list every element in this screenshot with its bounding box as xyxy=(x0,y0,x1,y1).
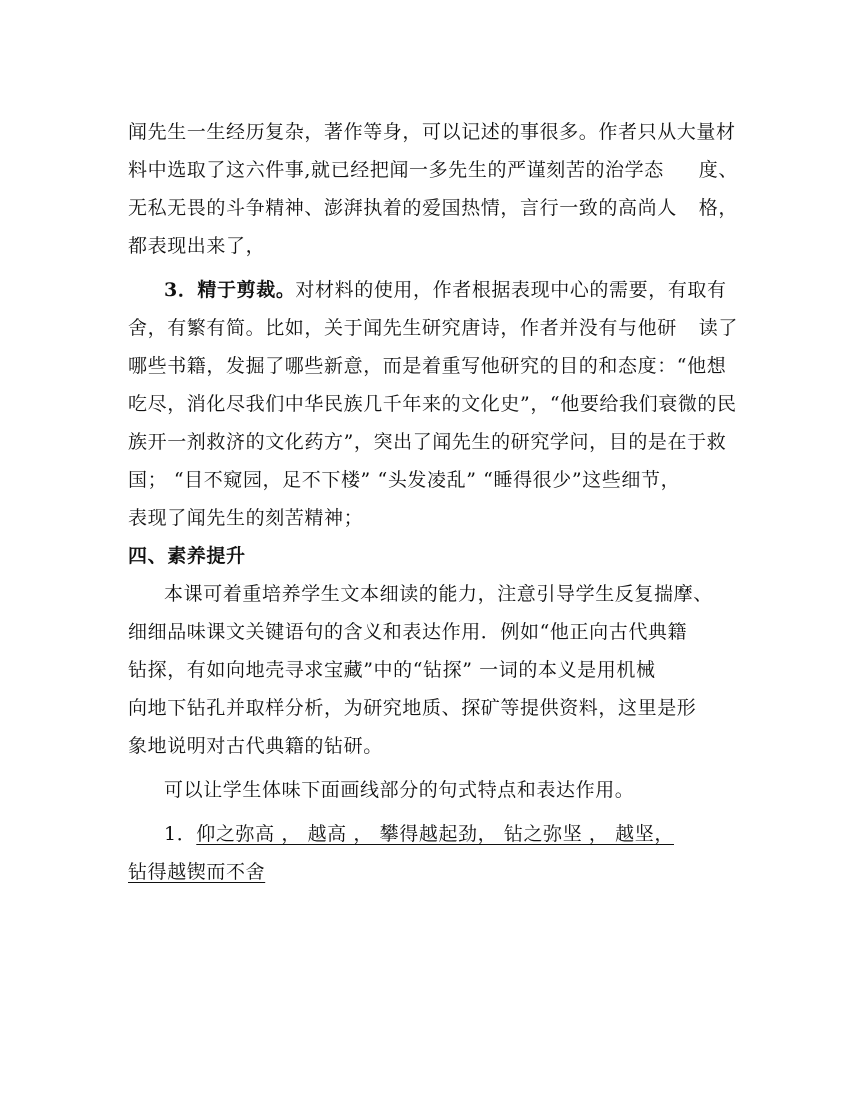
document-body xyxy=(128,113,738,891)
item-1-underlined-text: 仰之弥高 ， 越高 ， 攀得越起劲， 钻之弥坚 ， 越坚， xyxy=(196,823,674,845)
paragraph-1-line-2 xyxy=(128,151,738,189)
paragraph-1-line-1: 闻先生一生经历复杂，著作等身，可以记述的事很多。作者只从大量材 xyxy=(128,121,736,143)
paragraph-2-line-1-text: 对材料的使用，作者根据表现中心的需要，有取有 xyxy=(295,279,727,301)
paragraph-3-line-2: 细细品味课文关键语句的含义和表达作用．例如“他正向古代典籍 xyxy=(128,621,688,643)
paragraph-2-line-2-tail: 读了 xyxy=(698,317,738,339)
paragraph-1-line-4: 都表现出来了， xyxy=(128,235,266,257)
paragraph-2-line-2 xyxy=(128,309,738,347)
point-3-label: 3．精于剪裁。 xyxy=(164,279,296,301)
paragraph-2-line-1 xyxy=(128,271,738,309)
paragraph-1-line-2-text: 料中选取了这六件事,就已经把闻一多先生的严谨刻苦的治学态 xyxy=(128,159,664,181)
item-1-line-1 xyxy=(128,815,738,853)
item-1-underlined-text-continued: 钻得越锲而不舍 xyxy=(128,861,266,883)
paragraph-2-line-7: 表现了闻先生的刻苦精神； xyxy=(128,507,364,529)
paragraph-2-line-5: 族开一剂救济的文化药方”，突出了闻先生的研究学问，目的是在于救 xyxy=(128,431,727,453)
paragraph-1-line-3-text: 无私无畏的斗争精神、澎湃执着的爱国热情，言行一致的高尚人 xyxy=(128,197,677,219)
paragraph-2-line-2-text: 舍，有繁有简。比如，关于闻先生研究唐诗，作者并没有与他研 xyxy=(128,317,677,339)
item-1-line-2 xyxy=(128,853,738,891)
paragraph-2-line-4: 吃尽，消化尽我们中华民族几千年来的文化史”，“他要给我们衰微的民 xyxy=(128,393,737,415)
paragraph-3-line-5: 象地说明对古代典籍的钻研。 xyxy=(128,735,383,757)
paragraph-3-line-4: 向地下钻孔并取样分析，为研究地质、探矿等提供资料，这里是形 xyxy=(128,697,697,719)
item-1-number: 1． xyxy=(164,823,197,845)
paragraph-3-line-1: 本课可着重培养学生文本细读的能力，注意引导学生反复揣摩、 xyxy=(164,583,713,605)
section-4-heading: 四、素养提升 xyxy=(128,545,246,567)
paragraph-2-line-3: 哪些书籍，发掘了哪些新意，而是着重写他研究的目的和态度：“他想 xyxy=(128,355,727,377)
paragraph-2-line-6: 国； “目不窥园，足不下楼” “头发凌乱” “睡得很少”这些细节， xyxy=(128,469,681,491)
paragraph-4-line-1: 可以让学生体味下面画线部分的句式特点和表达作用。 xyxy=(164,779,635,801)
paragraph-1-line-2-tail: 度、 xyxy=(698,159,738,181)
paragraph-1-line-3 xyxy=(128,189,738,227)
paragraph-3-line-3: 钻探，有如向地壳寻求宝藏”中的“钻探” 一词的本义是用机械 xyxy=(128,659,656,681)
paragraph-1-line-3-tail: 格， xyxy=(698,197,738,219)
